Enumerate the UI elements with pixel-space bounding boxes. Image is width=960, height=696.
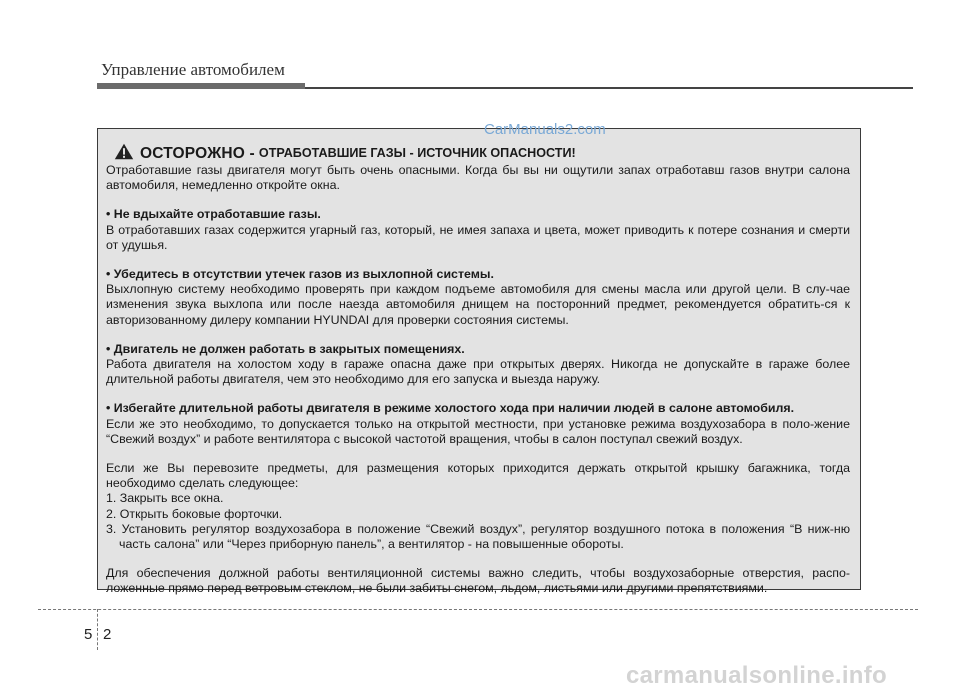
- section-body-5: Если же Вы перевозите предметы, для размещения которых приходится держать открытой крышку багажника, тогда необходимо сделать следующее:: [106, 461, 850, 491]
- page-number: 2: [103, 626, 112, 643]
- section-body-2: Выхлопную систему необходимо проверять при каждом подъеме автомобиля для смены масла или другой цели. В слу-чае изменения звука выхлопа или после наезда автомобиля днищем на посторонний предмет, рекомендуется обратить-ся к авторизованному дилеру компании HYUNDAI для проверки состояния системы.: [106, 282, 850, 327]
- footer-divider: [38, 609, 918, 610]
- section-body-1: В отработавших газах содержится угарный газ, который, не имея запаха и цвета, может приводить к потере сознания и смерти от удушья.: [106, 222, 850, 252]
- list-item: 3. Установить регулятор воздухозабора в положение “Свежий воздух”, регулятор воздушного потока в положения “В ниж-ню часть салона” или “Через приборную панель”, а вентилятор - на повышенные обороты.: [106, 521, 850, 552]
- section-heading-3: • Двигатель не должен работать в закрытых помещениях.: [106, 341, 465, 356]
- header-rule: [305, 87, 913, 89]
- warning-box: [97, 128, 861, 596]
- section-number: 5: [84, 626, 93, 643]
- chapter-title: Управление автомобилем: [101, 60, 285, 79]
- section-heading-4: • Избегайте длительной работы двигателя в режиме холостого хода при наличии людей в салоне автомобиля.: [106, 401, 795, 416]
- page-number-separator: [97, 609, 98, 650]
- warning-subtitle: ОТРАБОТАВШИЕ ГАЗЫ - ИСТОЧНИК ОПАСНОСТИ!: [258, 145, 576, 160]
- watermark-top: CarManuals2.com: [484, 121, 606, 138]
- section-body-4: Если же это необходимо, то допускается только на открытой местности, при установке режима воздухозабора в поло-жение “Свежий воздух” и работе вентилятора с высокой частотой вращения, чтобы в салон поступал свежий воздух.: [106, 416, 850, 446]
- watermark-bottom: carmanualsonline.info: [626, 662, 888, 689]
- list-item: 1. Закрыть все окна.: [106, 491, 224, 506]
- section-heading-1: • Не вдыхайте отработавшие газы.: [106, 207, 321, 222]
- warning-triangle-icon: [114, 143, 134, 160]
- section-body-6: Для обеспечения должной работы вентиляционной системы важно следить, чтобы воздухозаборные отверстия, распо-ложенные прямо перед ветровым стеклом, не были забиты снегом, льдом, листьями или другими препятствиями.: [106, 566, 850, 596]
- header-bar: [97, 83, 305, 89]
- section-body-3: Работа двигателя на холостом ходу в гараже опасна даже при открытых дверях. Никогда не допускайте в гараже более длительной работы двигателя, чем это необходимо для его запуска и выезда наружу.: [106, 357, 850, 387]
- section-heading-2: • Убедитесь в отсутствии утечек газов из выхлопной системы.: [106, 267, 494, 282]
- warning-heading: [106, 143, 850, 161]
- warning-title: ОСТОРОЖНО -: [140, 144, 255, 162]
- warning-intro: Отработавшие газы двигателя могут быть очень опасными. Когда бы вы ни ощутили запах отработавш газов внутри салона автомобиля, немедленно откройте окна.: [106, 163, 850, 193]
- list-item: 2. Открыть боковые форточки.: [106, 506, 283, 521]
